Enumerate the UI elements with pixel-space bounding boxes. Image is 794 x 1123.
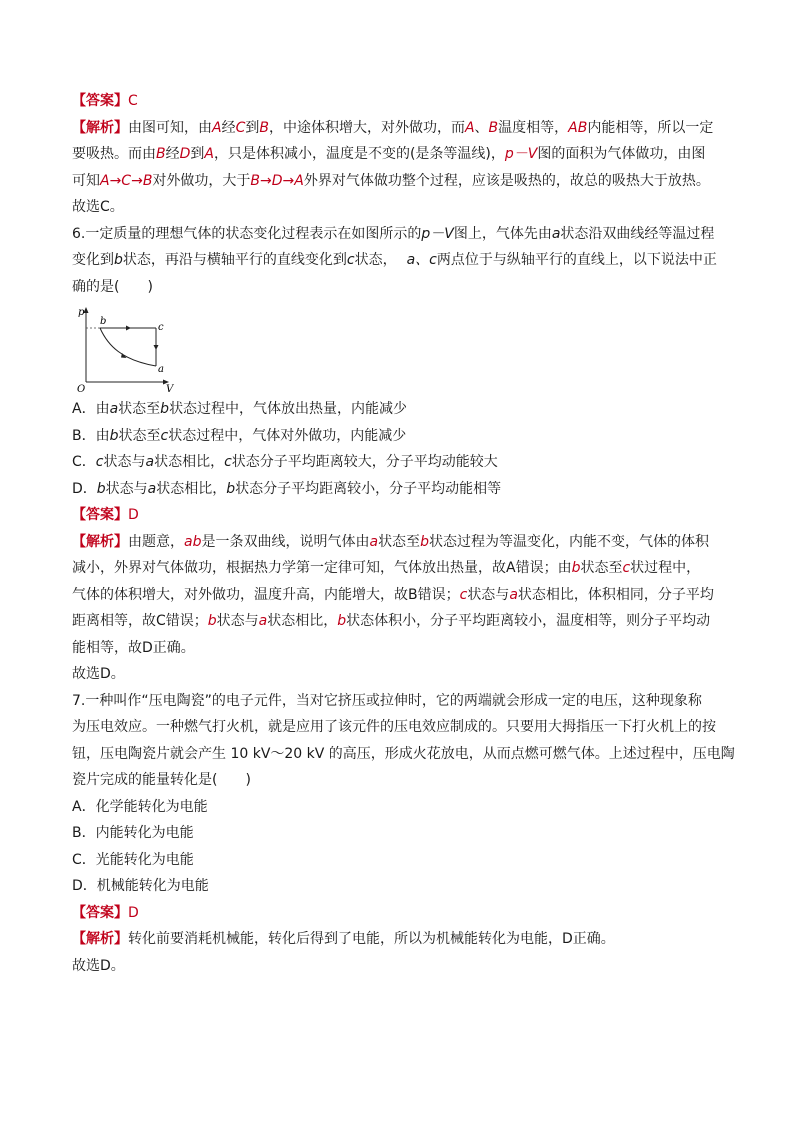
q6-stem-line-1: [72, 221, 724, 248]
text: 状态体积小，分子平均距离较小，温度相等，则分子平均动: [346, 613, 711, 629]
state-label: c: [160, 427, 169, 444]
point-label: D: [179, 146, 191, 162]
text: 状态相比，: [267, 613, 338, 629]
state-label: a、c: [406, 252, 437, 268]
point-label: B: [259, 119, 269, 136]
text: 状态至: [378, 533, 421, 550]
q5-analysis-line-2: [72, 141, 724, 168]
state-label: c: [95, 454, 104, 470]
text: 状态过程中，气体放出热量，内能减少: [169, 401, 408, 417]
text: 到: [190, 146, 205, 162]
answer-value: D: [128, 904, 139, 921]
state-label: b: [114, 252, 123, 268]
q6-analysis-line-3: [72, 582, 724, 609]
q6-option-d: [72, 476, 724, 503]
text: B．由: [72, 427, 110, 444]
point-label: B: [156, 146, 166, 162]
q6-conclusion: 故选D。: [72, 666, 125, 682]
state-label: a: [509, 586, 518, 603]
text: 状态至: [118, 401, 161, 417]
text: 状态相比，体积相同，分子平均: [517, 586, 714, 603]
text: 状态与: [105, 480, 148, 497]
v-label: V: [166, 384, 174, 392]
state-label: b: [337, 613, 347, 629]
analysis-tag: 【解析】: [72, 533, 128, 550]
state-label: b: [96, 480, 106, 497]
q5-conclusion: 故选C。: [72, 199, 124, 215]
segment-label: AB: [568, 119, 588, 136]
text: 状态分子平均距离较大，分子平均动能较大: [231, 454, 498, 470]
text: 气体的体积增大，对外做功，温度升高，内能增大，故B错误；: [72, 586, 460, 603]
q7-option-a: A．化学能转化为电能: [72, 798, 208, 815]
state-label: c: [346, 252, 355, 268]
text: 外界对气体做功整个过程，应该是吸热的，故总的吸热大于放热。: [303, 172, 710, 189]
text: 状过程中，: [630, 560, 701, 576]
p-label: p: [78, 307, 85, 318]
text: 状态与: [103, 454, 146, 470]
text: 温度相等，: [498, 119, 569, 136]
state-label: b: [109, 427, 119, 444]
analysis-tag: 【解析】: [72, 119, 128, 136]
text: 状态过程为等温变化，内能不变，气体的体积: [428, 533, 709, 550]
q6-option-c: [72, 449, 724, 476]
q7-option-b: B．内能转化为电能: [72, 825, 194, 841]
state-label: b: [207, 613, 217, 629]
arrow-bc: [126, 326, 131, 331]
text: 状态与: [216, 613, 259, 629]
text: 经: [221, 119, 236, 136]
text: 图上，气体先由: [453, 225, 552, 242]
text: 状态沿双曲线经等温过程: [560, 225, 715, 242]
path-label: B→D→A: [250, 172, 304, 189]
text: 是一条双曲线，说明气体由: [201, 533, 370, 550]
q6-analysis-line-5: 能相等，故D正确。: [72, 639, 195, 656]
answer-tag: 【答案】: [72, 93, 128, 109]
isotherm-curve: [100, 328, 156, 366]
state-label: a: [147, 480, 157, 497]
point-label: B: [488, 119, 499, 136]
text: 对外做功，大于: [152, 172, 251, 189]
q6-option-b: [72, 423, 724, 450]
point-label: C: [235, 119, 246, 136]
q6-answer-line: [72, 502, 724, 529]
curve-label: ab: [184, 533, 202, 550]
document-page: [72, 88, 735, 979]
q7-answer-line: [72, 900, 724, 927]
q6-analysis-line-2: [72, 555, 724, 582]
c-label: c: [158, 322, 164, 333]
text: 状态与: [467, 586, 510, 603]
q6-analysis-line-1: [72, 529, 724, 556]
q7-option-d: D．机械能转化为电能: [72, 878, 209, 894]
q6-stem-line-3: 确的是( ): [72, 278, 153, 295]
state-label: b: [420, 533, 429, 550]
text: ，中途体积增大，对外做功，而: [268, 119, 465, 136]
point-label: A: [212, 119, 222, 136]
state-label: a: [109, 401, 119, 417]
q7-stem-line-3: 钮，压电陶瓷片就会产生 10 kV～20 kV 的高压，形成火花放电，从而点燃可燃气体。上述过程中，压电陶: [72, 745, 735, 762]
answer-tag: 【答案】: [72, 904, 128, 921]
text: 要吸热。而由: [72, 146, 156, 162]
text: 到: [245, 119, 260, 136]
q6-option-a: [72, 396, 724, 423]
a-label: a: [158, 364, 164, 375]
q7-stem-line-4: 瓷片完成的能量转化是( ): [72, 772, 251, 788]
pv-label: p－V: [504, 146, 538, 162]
text: 状态，再沿与横轴平行的直线变化到: [122, 252, 347, 268]
pv-label: p－V: [421, 225, 454, 242]
b-label: b: [100, 316, 107, 327]
q7-conclusion: 故选D。: [72, 957, 125, 974]
text: 由图可知，由: [128, 119, 212, 136]
text: A．由: [72, 401, 110, 417]
state-label: a: [145, 454, 155, 470]
answer-value: C: [128, 93, 138, 109]
text: 状态至: [580, 560, 623, 576]
q5-analysis-line-1: [72, 115, 724, 142]
q5-analysis-line-3: [72, 168, 724, 195]
state-label: b: [571, 560, 581, 576]
pv-diagram: [72, 306, 724, 392]
text: 减小，外界对气体做功，根据热力学第一定律可知，气体放出热量，故A错误；由: [72, 560, 572, 576]
q7-option-c: C．光能转化为电能: [72, 851, 194, 868]
text: 内能相等，所以一定: [587, 119, 714, 136]
q7-analysis-line: [72, 926, 724, 953]
text: 图的面积为气体做功，由图: [537, 146, 706, 162]
text: 状态分子平均距离较小，分子平均动能相等: [235, 480, 502, 497]
state-label: a: [369, 533, 379, 550]
analysis-tag: 【解析】: [72, 931, 128, 947]
q7-stem-line-1: 7.一种叫作“压电陶瓷”的电子元件，当对它挤压或拉伸时，它的两端就会形成一定的电压，这种现象称: [72, 692, 702, 709]
q7-stem-line-2: 为压电效应。一种燃气打火机，就是应用了该元件的压电效应制成的。只要用大拇指压一下打火机上的按: [72, 719, 716, 735]
text: 、: [474, 119, 489, 136]
pv-diagram-svg: [76, 306, 186, 392]
path-label: A→C→B: [100, 172, 153, 189]
text: 状态，: [354, 252, 397, 268]
state-label: a: [258, 613, 268, 629]
text: 两点位于与纵轴平行的直线上，以下说法中正: [436, 252, 717, 268]
text: 6.一定质量的理想气体的状态变化过程表示在如图所示的: [72, 225, 422, 242]
text: 状态相比，: [154, 454, 225, 470]
state-label: b: [226, 480, 236, 497]
q6-stem-line-2: [72, 247, 724, 274]
text: 转化前要消耗机械能，转化后得到了电能，所以为机械能转化为电能，D正确。: [128, 931, 615, 947]
text: ，只是体积减小，温度是不变的(是条等温线)，: [213, 146, 505, 162]
text: 由题意，: [128, 533, 184, 550]
text: 状态至: [118, 427, 161, 444]
arrow-ca: [154, 345, 159, 350]
answer-value: D: [128, 507, 139, 523]
state-label: b: [160, 401, 170, 417]
q5-answer-line: [72, 88, 724, 115]
point-label: A: [204, 146, 214, 162]
text: 经: [165, 146, 180, 162]
state-label: c: [224, 454, 232, 470]
origin-label: O: [77, 384, 86, 392]
text: C．: [72, 454, 96, 470]
text: 可知: [72, 172, 100, 189]
text: 变化到: [72, 252, 114, 268]
state-label: c: [459, 586, 468, 603]
text: 状态过程中，气体对外做功，内能减少: [168, 427, 407, 444]
answer-tag: 【答案】: [72, 507, 128, 523]
text: 距离相等，故C错误；: [72, 613, 208, 629]
state-label: a: [551, 225, 561, 242]
text: D．: [72, 480, 97, 497]
state-label: c: [622, 560, 631, 576]
q6-analysis-line-4: [72, 608, 724, 635]
text: 状态相比，: [156, 480, 227, 497]
point-label: A: [464, 119, 475, 136]
